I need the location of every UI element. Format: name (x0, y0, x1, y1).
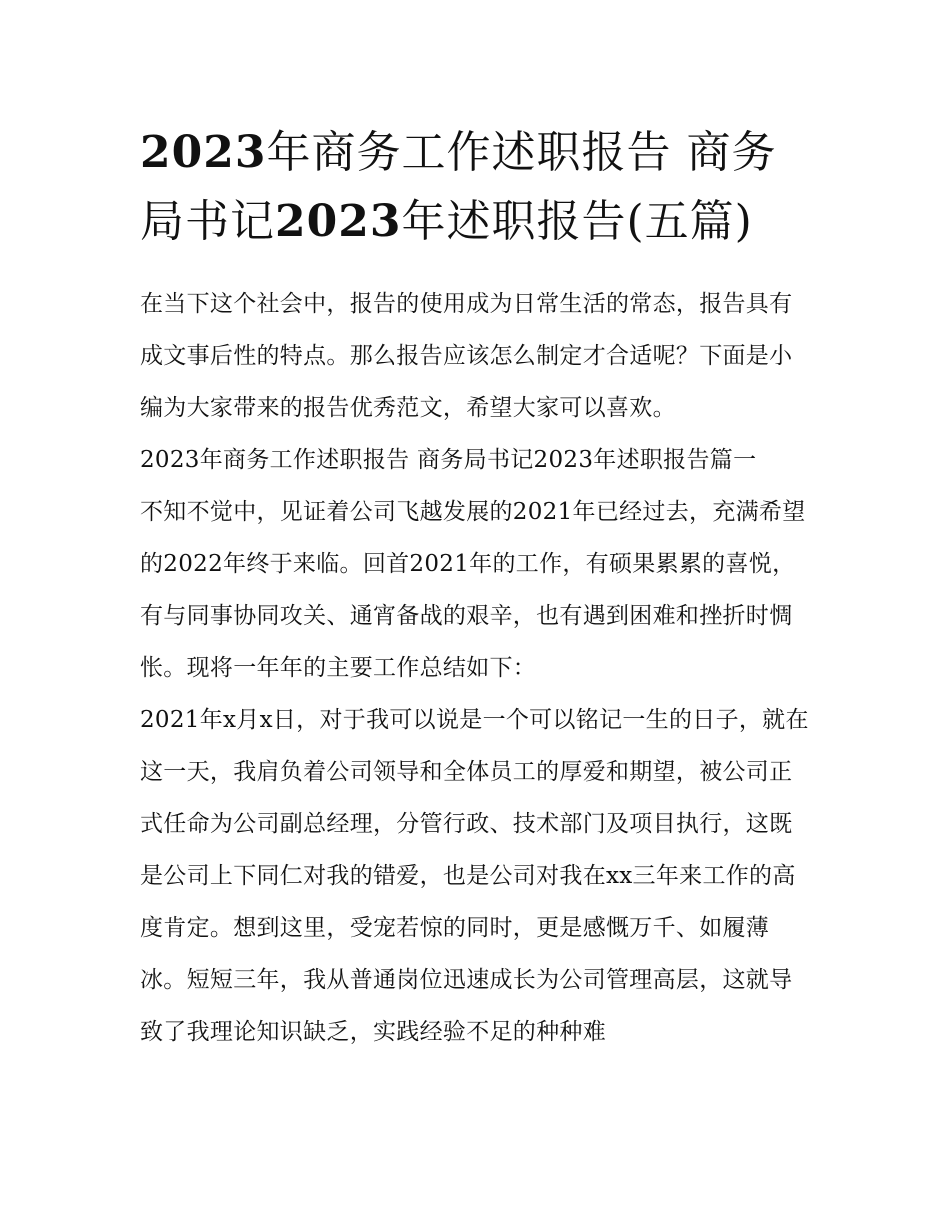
title-part: 年商务工作述职报告 商务局书记 (140, 127, 777, 247)
section-heading: 2023年商务工作述职报告 商务局书记2023年述职报告篇一 (140, 447, 757, 473)
title-part: 2023 (275, 196, 402, 247)
body-paragraph: 2021年x月x日，对于我可以说是一个可以铭记一生的日子，就在这一天，我肩负着公司领导和全体员工的厚爱和期望，被公司正式任命为公司副总经理，分管行政、技术部门及项目执行，这既是公司上下同仁对我的错爱，也是公司对我在xx三年来工作的高度肯定。想到这里，受宠若惊的同时，更是感慨万千、如履薄冰。短短三年，我从普通岗位迅速成长为公司管理高层，这就导致了我理论知识缺乏，实践经验不足的种种难 (140, 707, 809, 1045)
body-paragraph: 不知不觉中，见证着公司飞越发展的2021年已经过去，充满希望的2022年终于来临。回首2021年的工作，有硕果累累的喜悦，有与同事协同攻关、通宵备战的艰辛，也有遇到困难和挫折时惆怅。现将一年年的主要工作总结如下： (140, 499, 806, 681)
document-page (140, 118, 815, 1058)
document-body (140, 278, 815, 1058)
title-part: 年述职报告(五篇) (401, 196, 753, 247)
intro-paragraph: 在当下这个社会中，报告的使用成为日常生活的常态，报告具有成文事后性的特点。那么报告应该怎么制定才合适呢？下面是小编为大家带来的报告优秀范文，希望大家可以喜欢。 (140, 291, 793, 421)
title-part: 2023 (140, 127, 267, 178)
document-title (140, 118, 815, 256)
